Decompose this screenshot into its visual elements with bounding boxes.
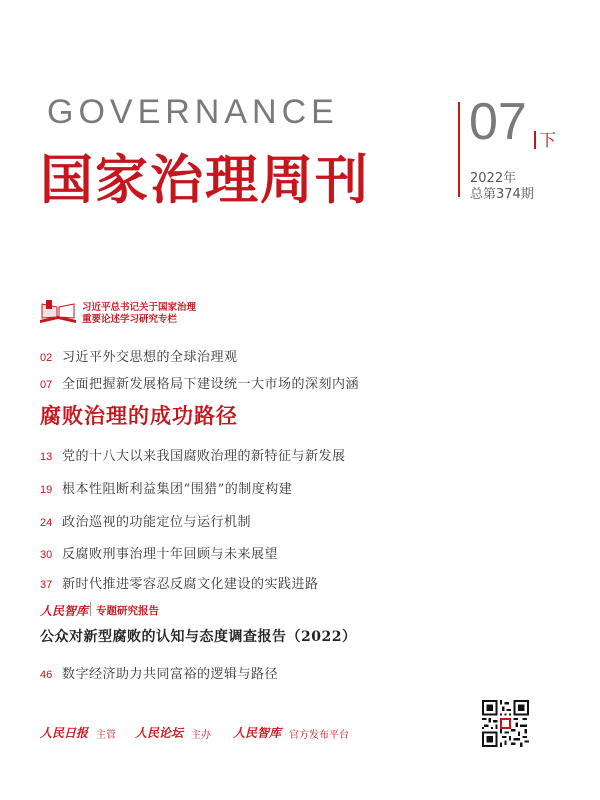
- section-title: 腐败治理的成功路径: [40, 403, 238, 428]
- issue-part-label: 下: [539, 131, 556, 151]
- column-title: [82, 302, 196, 326]
- toc-title: 数字经济助力共同富裕的逻辑与路径: [62, 667, 279, 682]
- report-divider: [90, 602, 91, 616]
- magazine-english-title: GOVERNANCE: [47, 93, 339, 131]
- toc-page: 13: [40, 451, 53, 463]
- toc-item[interactable]: [40, 663, 278, 682]
- issue-part: [534, 126, 556, 151]
- toc-item[interactable]: [40, 373, 359, 392]
- toc-title: 新时代推进零容忍反腐文化建设的实践进路: [62, 577, 319, 592]
- toc-title: 习近平外交思想的全球治理观: [62, 350, 238, 365]
- publisher-role: 官方发布平台: [289, 730, 349, 741]
- report-title[interactable]: 公众对新型腐败的认知与态度调查报告（2022）: [40, 629, 357, 645]
- toc-page: 24: [40, 517, 53, 529]
- report-brand-logo: 人民智库: [40, 604, 89, 618]
- publisher-role: 主管: [96, 730, 116, 741]
- toc-item[interactable]: [40, 511, 251, 530]
- toc-title: 反腐败刑事治理十年回顾与未来展望: [62, 547, 279, 562]
- issue-part-divider: [534, 131, 536, 149]
- publisher-logo-renmin-zhiku: 人民智库: [233, 726, 282, 740]
- report-label: 专题研究报告: [96, 605, 159, 617]
- toc-item[interactable]: [40, 478, 292, 497]
- toc-item[interactable]: [40, 573, 319, 592]
- toc-page: 19: [40, 484, 53, 496]
- toc-item[interactable]: [40, 543, 278, 562]
- header-divider: [458, 102, 460, 197]
- qr-code[interactable]: [482, 700, 529, 747]
- toc-item[interactable]: [40, 445, 346, 464]
- toc-title: 全面把握新发展格局下建设统一大市场的深刻内涵: [62, 377, 360, 392]
- toc-page: 30: [40, 549, 53, 561]
- toc-title: 政治巡视的功能定位与运行机制: [62, 515, 252, 530]
- issue-number: 07: [469, 93, 527, 151]
- toc-title: 党的十八大以来我国腐败治理的新特征与新发展: [62, 449, 346, 464]
- issue-total: 总第374期: [470, 187, 534, 202]
- book-icon: [38, 298, 78, 326]
- toc-page: 02: [40, 352, 53, 364]
- column-title-line1: 习近平总书记关于国家治理: [82, 302, 197, 313]
- issue-year: 2022年: [470, 171, 517, 186]
- toc-page: 37: [40, 579, 53, 591]
- toc-title: 根本性阻断利益集团“围猎”的制度构建: [62, 482, 293, 497]
- publisher-logo-renmin-luntan: 人民论坛: [135, 726, 184, 740]
- toc-page: 46: [40, 669, 53, 681]
- toc-item[interactable]: [40, 346, 238, 365]
- magazine-chinese-title: 国家治理周刊: [40, 150, 370, 211]
- publisher-logo-renmin-ribao: 人民日报: [40, 726, 89, 740]
- publisher-role: 主办: [191, 730, 211, 741]
- toc-page: 07: [40, 379, 53, 391]
- column-title-line2: 重要论述学习研究专栏: [82, 314, 178, 325]
